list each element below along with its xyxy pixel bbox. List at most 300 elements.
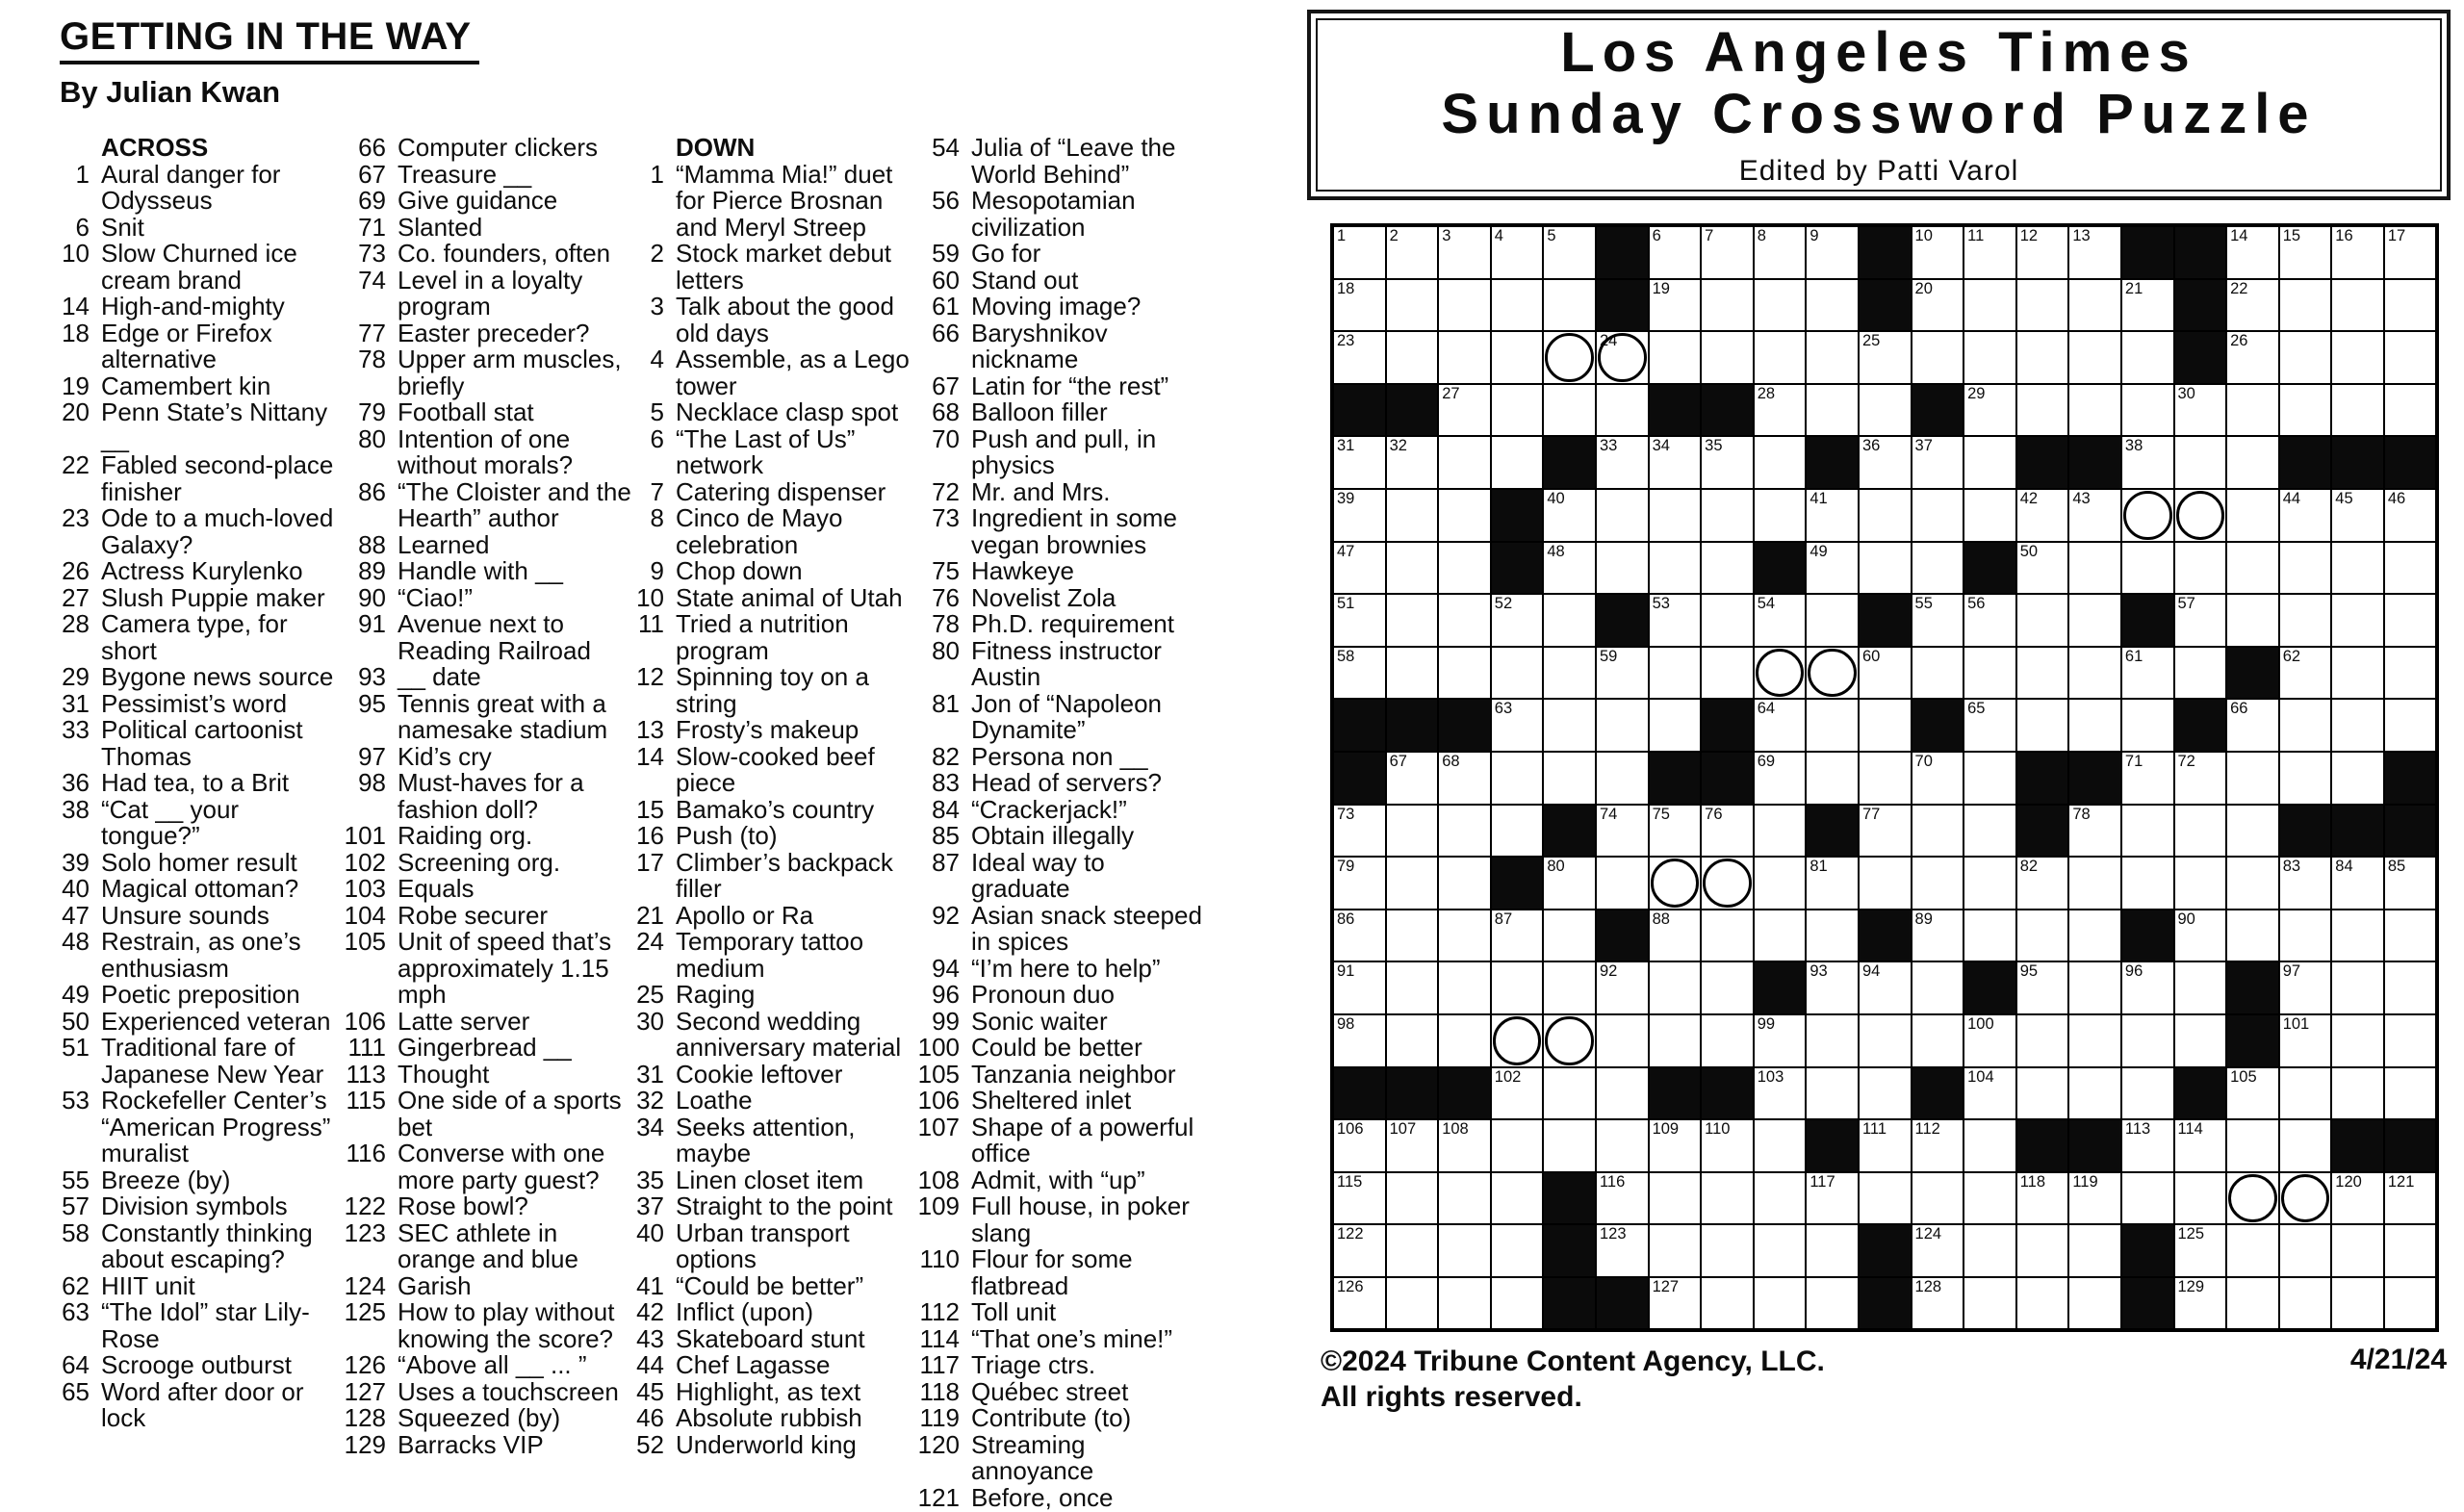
clue-number: 87: [932, 847, 960, 877]
clue-text: Highlight, as text: [676, 1376, 861, 1406]
grid-cell-r14c18: [2226, 910, 2279, 962]
grid-cell-r4c21: [2384, 384, 2437, 437]
black-cell-r11c7: [1649, 752, 1702, 805]
clue-number: 46: [636, 1403, 664, 1432]
circle-marker: [1703, 859, 1752, 908]
clue-number: 4: [650, 345, 664, 373]
cell-number-118: 118: [2019, 1172, 2046, 1191]
clue-number: 60: [932, 265, 960, 295]
grid-cell-r16c5: [1543, 1014, 1596, 1067]
grid-cell-r6c2: [1386, 489, 1439, 542]
grid-cell-r8c5: [1543, 594, 1596, 647]
grid-cell-r18c9: [1754, 1119, 1807, 1172]
across-clue-69: [343, 188, 633, 215]
masthead-line2: Sunday Crossword Puzzle: [1441, 83, 2317, 145]
across-clue-22: [53, 452, 338, 505]
across-clue-80: [343, 423, 633, 479]
clue-text: HIIT unit: [101, 1270, 195, 1300]
grid-cell-r19c9: [1754, 1172, 1807, 1225]
grid-cell-r14c9: [1754, 910, 1807, 962]
black-cell-r10c1: [1333, 699, 1386, 752]
black-cell-r8c11: [1859, 594, 1912, 647]
clue-text: Admit, with “up”: [971, 1165, 1145, 1194]
clue-number: 51: [62, 1033, 90, 1062]
cell-number-100: 100: [1967, 1014, 1994, 1033]
cell-number-58: 58: [1337, 647, 1355, 665]
down-clue-2: [628, 241, 922, 294]
grid-cell-r11c17: [2174, 752, 2227, 805]
grid-cell-r11c19: [2279, 752, 2332, 805]
cell-number-33: 33: [1599, 437, 1618, 455]
cell-number-82: 82: [2019, 858, 2039, 876]
grid-cell-r9c16: [2121, 647, 2174, 700]
down-clue-119: [916, 1405, 1207, 1432]
black-cell-r1c16: [2121, 226, 2174, 279]
grid-cell-r11c9: [1754, 752, 1807, 805]
grid-cell-r13c16: [2121, 857, 2174, 910]
clue-number: 78: [358, 345, 386, 373]
grid-cell-r1c21: [2384, 226, 2437, 279]
grid-cell-r14c4: [1491, 910, 1544, 962]
cell-number-114: 114: [2177, 1120, 2203, 1139]
clue-text: Experienced veteran: [101, 1006, 331, 1036]
clue-text: Could be better: [971, 1033, 1142, 1062]
grid-cell-r13c2: [1386, 857, 1439, 910]
across-clue-91: [343, 611, 633, 664]
grid-cell-r5c6: [1596, 436, 1649, 489]
grid-cell-r7c16: [2121, 542, 2174, 595]
clue-text: How to play without knowing the score?: [398, 1297, 615, 1353]
clue-number: 79: [358, 397, 386, 426]
clue-number: 110: [919, 1244, 960, 1273]
grid-cell-r9c21: [2384, 647, 2437, 700]
copyright-notice: [1321, 1344, 1825, 1415]
clue-text: Slow Churned ice cream brand: [101, 239, 297, 295]
clue-text: Pessimist’s word: [101, 688, 288, 718]
clue-number: 109: [917, 1192, 960, 1220]
clue-number: 12: [636, 662, 664, 691]
grid-cell-r8c12: [1912, 594, 1964, 647]
across-clue-78: [343, 346, 633, 399]
circle-marker: [1756, 649, 1805, 698]
grid-cell-r20c15: [2068, 1224, 2121, 1277]
clue-number: 15: [636, 794, 664, 824]
down-clue-112: [916, 1299, 1207, 1326]
clue-text: Loathe: [676, 1086, 753, 1115]
grid-cell-r6c9: [1754, 489, 1807, 542]
grid-cell-r19c15: [2068, 1172, 2121, 1225]
black-cell-r7c13: [1964, 542, 2016, 595]
clue-text: Avenue next to Reading Railroad: [398, 609, 591, 665]
circle-marker: [2228, 1174, 2277, 1223]
grid-cell-r2c10: [1806, 279, 1859, 332]
clue-number: 36: [62, 768, 90, 797]
grid-cell-r20c1: [1333, 1224, 1386, 1277]
grid-cell-r1c9: [1754, 226, 1807, 279]
clue-text: Edge or Firefox alternative: [101, 318, 272, 373]
black-cell-r12c20: [2331, 805, 2384, 858]
down-clue-15: [628, 794, 922, 824]
grid-cell-r7c15: [2068, 542, 2121, 595]
clue-text: Ingredient in some vegan brownies: [971, 503, 1177, 559]
cell-number-76: 76: [1705, 805, 1723, 823]
black-cell-r14c6: [1596, 910, 1649, 962]
clue-number: 117: [919, 1350, 960, 1379]
black-cell-r14c11: [1859, 910, 1912, 962]
down-clue-56: [916, 188, 1207, 241]
grid-cell-r16c8: [1701, 1014, 1754, 1067]
clue-number: 100: [917, 1033, 960, 1062]
cell-number-43: 43: [2072, 489, 2091, 507]
cell-number-7: 7: [1705, 227, 1714, 244]
cell-number-71: 71: [2124, 752, 2143, 770]
grid-cell-r17c5: [1543, 1067, 1596, 1120]
grid-cell-r4c18: [2226, 384, 2279, 437]
across-clue-86: [343, 476, 633, 532]
cell-number-117: 117: [1810, 1172, 1835, 1191]
down-clues-column-1: [628, 135, 922, 1458]
clue-number: 65: [62, 1376, 90, 1406]
grid-cell-r8c2: [1386, 594, 1439, 647]
grid-cell-r3c8: [1701, 331, 1754, 384]
down-clue-80: [916, 635, 1207, 691]
across-clue-48: [53, 929, 338, 982]
black-cell-r20c5: [1543, 1224, 1596, 1277]
grid-cell-r8c10: [1806, 594, 1859, 647]
down-clue-96: [916, 982, 1207, 1009]
clue-number: 120: [917, 1429, 960, 1459]
clue-number: 21: [636, 900, 664, 930]
clue-text: Must-haves for a fashion doll?: [398, 768, 584, 824]
grid-cell-r7c18: [2226, 542, 2279, 595]
clue-text: Football stat: [398, 397, 534, 426]
clue-number: 112: [919, 1297, 960, 1326]
grid-cell-r9c3: [1438, 647, 1491, 700]
clue-text: Tennis great with a namesake stadium: [398, 688, 608, 744]
grid-cell-r1c10: [1806, 226, 1859, 279]
grid-cell-r8c15: [2068, 594, 2121, 647]
cell-number-22: 22: [2230, 279, 2248, 297]
clue-number: 67: [932, 371, 960, 400]
cell-number-47: 47: [1337, 542, 1355, 560]
clue-number: 7: [650, 476, 664, 506]
across-clue-65: [53, 1376, 338, 1432]
clue-number: 101: [344, 821, 386, 850]
down-clue-11: [628, 611, 922, 664]
grid-cell-r3c3: [1438, 331, 1491, 384]
grid-cell-r10c20: [2331, 699, 2384, 752]
clue-number: 80: [932, 635, 960, 665]
circle-marker: [1493, 1016, 1542, 1065]
black-cell-r11c14: [2016, 752, 2069, 805]
grid-cell-r7c17: [2174, 542, 2227, 595]
masthead-box: [1307, 10, 2451, 200]
clue-number: 39: [62, 847, 90, 877]
grid-cell-r6c14: [2016, 489, 2069, 542]
across-clue-62: [53, 1270, 338, 1300]
grid-cell-r7c12: [1912, 542, 1964, 595]
grid-cell-r21c13: [1964, 1277, 2016, 1330]
cell-number-18: 18: [1337, 279, 1355, 297]
grid-cell-r15c7: [1649, 961, 1702, 1014]
clue-text: Rockefeller Center’s “American Progress” muralist: [101, 1086, 331, 1167]
across-clue-101: [343, 823, 633, 850]
black-cell-r4c2: [1386, 384, 1439, 437]
down-clue-94: [916, 953, 1207, 983]
clue-text: “Ciao!”: [398, 582, 474, 612]
clue-text: Obtain illegally: [971, 821, 1135, 850]
grid-cell-r8c14: [2016, 594, 2069, 647]
clue-number: 71: [358, 212, 386, 242]
clue-number: 99: [932, 1006, 960, 1036]
masthead-line1: Los Angeles Times: [1560, 21, 2197, 84]
across-clue-57: [53, 1193, 338, 1220]
clue-text: “The Cloister and the Hearth” author: [398, 476, 631, 532]
cell-number-3: 3: [1442, 227, 1451, 244]
clue-text: Squeezed (by): [398, 1403, 561, 1432]
clue-number: 77: [358, 318, 386, 347]
clue-text: Urban transport options: [676, 1217, 850, 1273]
clue-text: Poetic preposition: [101, 980, 300, 1009]
grid-cell-r6c16: [2121, 489, 2174, 542]
grid-cell-r12c9: [1754, 805, 1807, 858]
black-cell-r7c9: [1754, 542, 1807, 595]
grid-cell-r13c15: [2068, 857, 2121, 910]
puzzle-date: 4/21/24: [2349, 1344, 2447, 1375]
clue-text: Full house, in poker slang: [971, 1192, 1190, 1247]
clue-number: 88: [358, 529, 386, 559]
grid-cell-r14c19: [2279, 910, 2332, 962]
cell-number-111: 111: [1861, 1120, 1887, 1139]
grid-cell-r16c9: [1754, 1014, 1807, 1067]
black-cell-r17c3: [1438, 1067, 1491, 1120]
black-cell-r3c17: [2174, 331, 2227, 384]
black-cell-r17c2: [1386, 1067, 1439, 1120]
cell-number-60: 60: [1861, 647, 1881, 665]
cell-number-35: 35: [1705, 437, 1723, 455]
black-cell-r8c16: [2121, 594, 2174, 647]
grid-cell-r2c5: [1543, 279, 1596, 332]
clue-text: Frosty’s makeup: [676, 715, 860, 744]
clue-text: Sonic waiter: [971, 1006, 1108, 1036]
grid-cell-r2c14: [2016, 279, 2069, 332]
grid-cell-r4c3: [1438, 384, 1491, 437]
grid-cell-r12c6: [1596, 805, 1649, 858]
black-cell-r10c12: [1912, 699, 1964, 752]
grid-cell-r1c18: [2226, 226, 2279, 279]
grid-cell-r4c19: [2279, 384, 2332, 437]
down-clue-92: [916, 900, 1207, 956]
cell-number-2: 2: [1389, 227, 1399, 244]
clue-number: 6: [75, 212, 90, 242]
grid-cell-r2c4: [1491, 279, 1544, 332]
clue-text: Cinco de Mayo celebration: [676, 503, 843, 559]
grid-cell-r18c3: [1438, 1119, 1491, 1172]
grid-cell-r11c2: [1386, 752, 1439, 805]
clue-number: 22: [62, 450, 90, 479]
grid-cell-r2c2: [1386, 279, 1439, 332]
clue-number: 122: [344, 1192, 386, 1220]
clue-text: Stand out: [971, 265, 1079, 295]
clue-text: Stock market debut letters: [676, 239, 891, 295]
across-clue-38: [53, 794, 338, 850]
cell-number-98: 98: [1337, 1014, 1355, 1033]
across-clue-50: [53, 1006, 338, 1036]
down-clue-82: [916, 741, 1207, 771]
down-clue-34: [628, 1112, 922, 1167]
clue-text: Persona non __: [971, 741, 1148, 771]
clue-text: Chef Lagasse: [676, 1350, 831, 1379]
black-cell-r4c1: [1333, 384, 1386, 437]
clue-text: Ode to a much-loved Galaxy?: [101, 503, 334, 559]
down-clue-76: [916, 582, 1207, 612]
grid-cell-r10c5: [1543, 699, 1596, 752]
clue-text: Latte server: [398, 1006, 530, 1036]
clue-number: 31: [62, 688, 90, 718]
clue-number: 80: [358, 423, 386, 453]
grid-cell-r18c12: [1912, 1119, 1964, 1172]
down-clue-109: [916, 1193, 1207, 1246]
cell-number-65: 65: [1967, 700, 1986, 718]
across-clue-27: [53, 582, 338, 612]
cell-number-77: 77: [1861, 805, 1881, 823]
clue-number: 92: [932, 900, 960, 930]
clue-number: 83: [932, 768, 960, 797]
cell-number-62: 62: [2282, 647, 2301, 665]
grid-cell-r21c19: [2279, 1277, 2332, 1330]
across-clue-126: [343, 1352, 633, 1379]
clue-number: 54: [932, 133, 960, 162]
down-clue-72: [916, 476, 1207, 506]
down-clue-118: [916, 1376, 1207, 1406]
grid-cell-r9c1: [1333, 647, 1386, 700]
circle-marker: [2281, 1174, 2330, 1223]
copyright-line2: All rights reserved.: [1321, 1381, 1582, 1413]
black-cell-r5c20: [2331, 436, 2384, 489]
clue-text: Mesopotamian civilization: [971, 186, 1136, 242]
grid-cell-r6c6: [1596, 489, 1649, 542]
cell-number-70: 70: [1914, 752, 1933, 770]
grid-cell-r21c10: [1806, 1277, 1859, 1330]
clue-text: Baryshnikov nickname: [971, 318, 1108, 373]
grid-cell-r12c2: [1386, 805, 1439, 858]
grid-cell-r4c5: [1543, 384, 1596, 437]
grid-cell-r5c12: [1912, 436, 1964, 489]
clue-number: 107: [917, 1112, 960, 1141]
grid-cell-r13c19: [2279, 857, 2332, 910]
clue-number: 20: [62, 397, 90, 426]
cell-number-17: 17: [2387, 227, 2406, 244]
down-clue-78: [916, 611, 1207, 638]
clue-number: 43: [636, 1323, 664, 1353]
grid-cell-r7c10: [1806, 542, 1859, 595]
grid-cell-r13c21: [2384, 857, 2437, 910]
grid-cell-r6c13: [1964, 489, 2016, 542]
grid-cell-r6c21: [2384, 489, 2437, 542]
down-clue-84: [916, 794, 1207, 824]
across-clue-73: [343, 241, 633, 268]
clue-text: Asian snack steeped in spices: [971, 900, 1202, 956]
clue-number: 56: [932, 186, 960, 215]
clue-text: Mr. and Mrs.: [971, 476, 1111, 506]
grid-cell-r3c6: [1596, 331, 1649, 384]
grid-cell-r10c21: [2384, 699, 2437, 752]
grid-cell-r14c7: [1649, 910, 1702, 962]
cell-number-56: 56: [1967, 595, 1986, 613]
grid-cell-r12c1: [1333, 805, 1386, 858]
grid-cell-r21c9: [1754, 1277, 1807, 1330]
across-clue-58: [53, 1217, 338, 1273]
black-cell-r2c17: [2174, 279, 2227, 332]
black-cell-r15c18: [2226, 961, 2279, 1014]
clue-text: “That one’s mine!”: [971, 1323, 1173, 1353]
clue-text: Political cartoonist Thomas: [101, 715, 303, 771]
grid-cell-r14c1: [1333, 910, 1386, 962]
grid-cell-r20c2: [1386, 1224, 1439, 1277]
across-clues-column-2: [343, 135, 633, 1458]
clue-number: 66: [932, 318, 960, 347]
clue-text: Catering dispenser: [676, 476, 886, 506]
across-clue-29: [53, 664, 338, 691]
grid-cell-r16c3: [1438, 1014, 1491, 1067]
clue-text: Pronoun duo: [971, 980, 1115, 1009]
grid-cell-r20c8: [1701, 1224, 1754, 1277]
clue-text: Absolute rubbish: [676, 1403, 862, 1432]
grid-cell-r19c13: [1964, 1172, 2016, 1225]
clue-number: 74: [358, 265, 386, 295]
grid-cell-r2c21: [2384, 279, 2437, 332]
grid-cell-r5c18: [2226, 436, 2279, 489]
grid-cell-r14c21: [2384, 910, 2437, 962]
down-clue-4: [628, 346, 922, 399]
grid-cell-r8c9: [1754, 594, 1807, 647]
cell-number-83: 83: [2282, 858, 2301, 876]
clue-number: 23: [62, 503, 90, 532]
grid-cell-r8c17: [2174, 594, 2227, 647]
clue-text: Co. founders, often: [398, 239, 611, 268]
puzzle-title-wrap: [60, 15, 479, 64]
grid-cell-r9c13: [1964, 647, 2016, 700]
cell-number-102: 102: [1494, 1067, 1522, 1086]
grid-cell-r20c10: [1806, 1224, 1859, 1277]
grid-cell-r6c17: [2174, 489, 2227, 542]
grid-cell-r13c3: [1438, 857, 1491, 910]
grid-cell-r8c3: [1438, 594, 1491, 647]
grid-cell-r19c4: [1491, 1172, 1544, 1225]
across-clue-127: [343, 1376, 633, 1406]
grid-cell-r16c13: [1964, 1014, 2016, 1067]
clue-number: 126: [344, 1350, 386, 1379]
grid-cell-r18c6: [1596, 1119, 1649, 1172]
grid-cell-r13c6: [1596, 857, 1649, 910]
grid-cell-r8c13: [1964, 594, 2016, 647]
across-clue-31: [53, 688, 338, 718]
grid-cell-r7c19: [2279, 542, 2332, 595]
cell-number-90: 90: [2177, 910, 2195, 928]
clue-text: Division symbols: [101, 1192, 288, 1220]
clue-text: Screening org.: [398, 847, 561, 877]
down-clue-105: [916, 1059, 1207, 1089]
grid-cell-r6c20: [2331, 489, 2384, 542]
clue-text: Québec street: [971, 1376, 1129, 1406]
grid-cell-r1c20: [2331, 226, 2384, 279]
grid-cell-r12c4: [1491, 805, 1544, 858]
clue-text: Moving image?: [971, 292, 1142, 320]
clue-text: Uses a touchscreen: [398, 1376, 619, 1406]
clue-text: Assemble, as a Lego tower: [676, 345, 910, 400]
down-clue-60: [916, 265, 1207, 295]
cell-number-42: 42: [2019, 489, 2039, 507]
